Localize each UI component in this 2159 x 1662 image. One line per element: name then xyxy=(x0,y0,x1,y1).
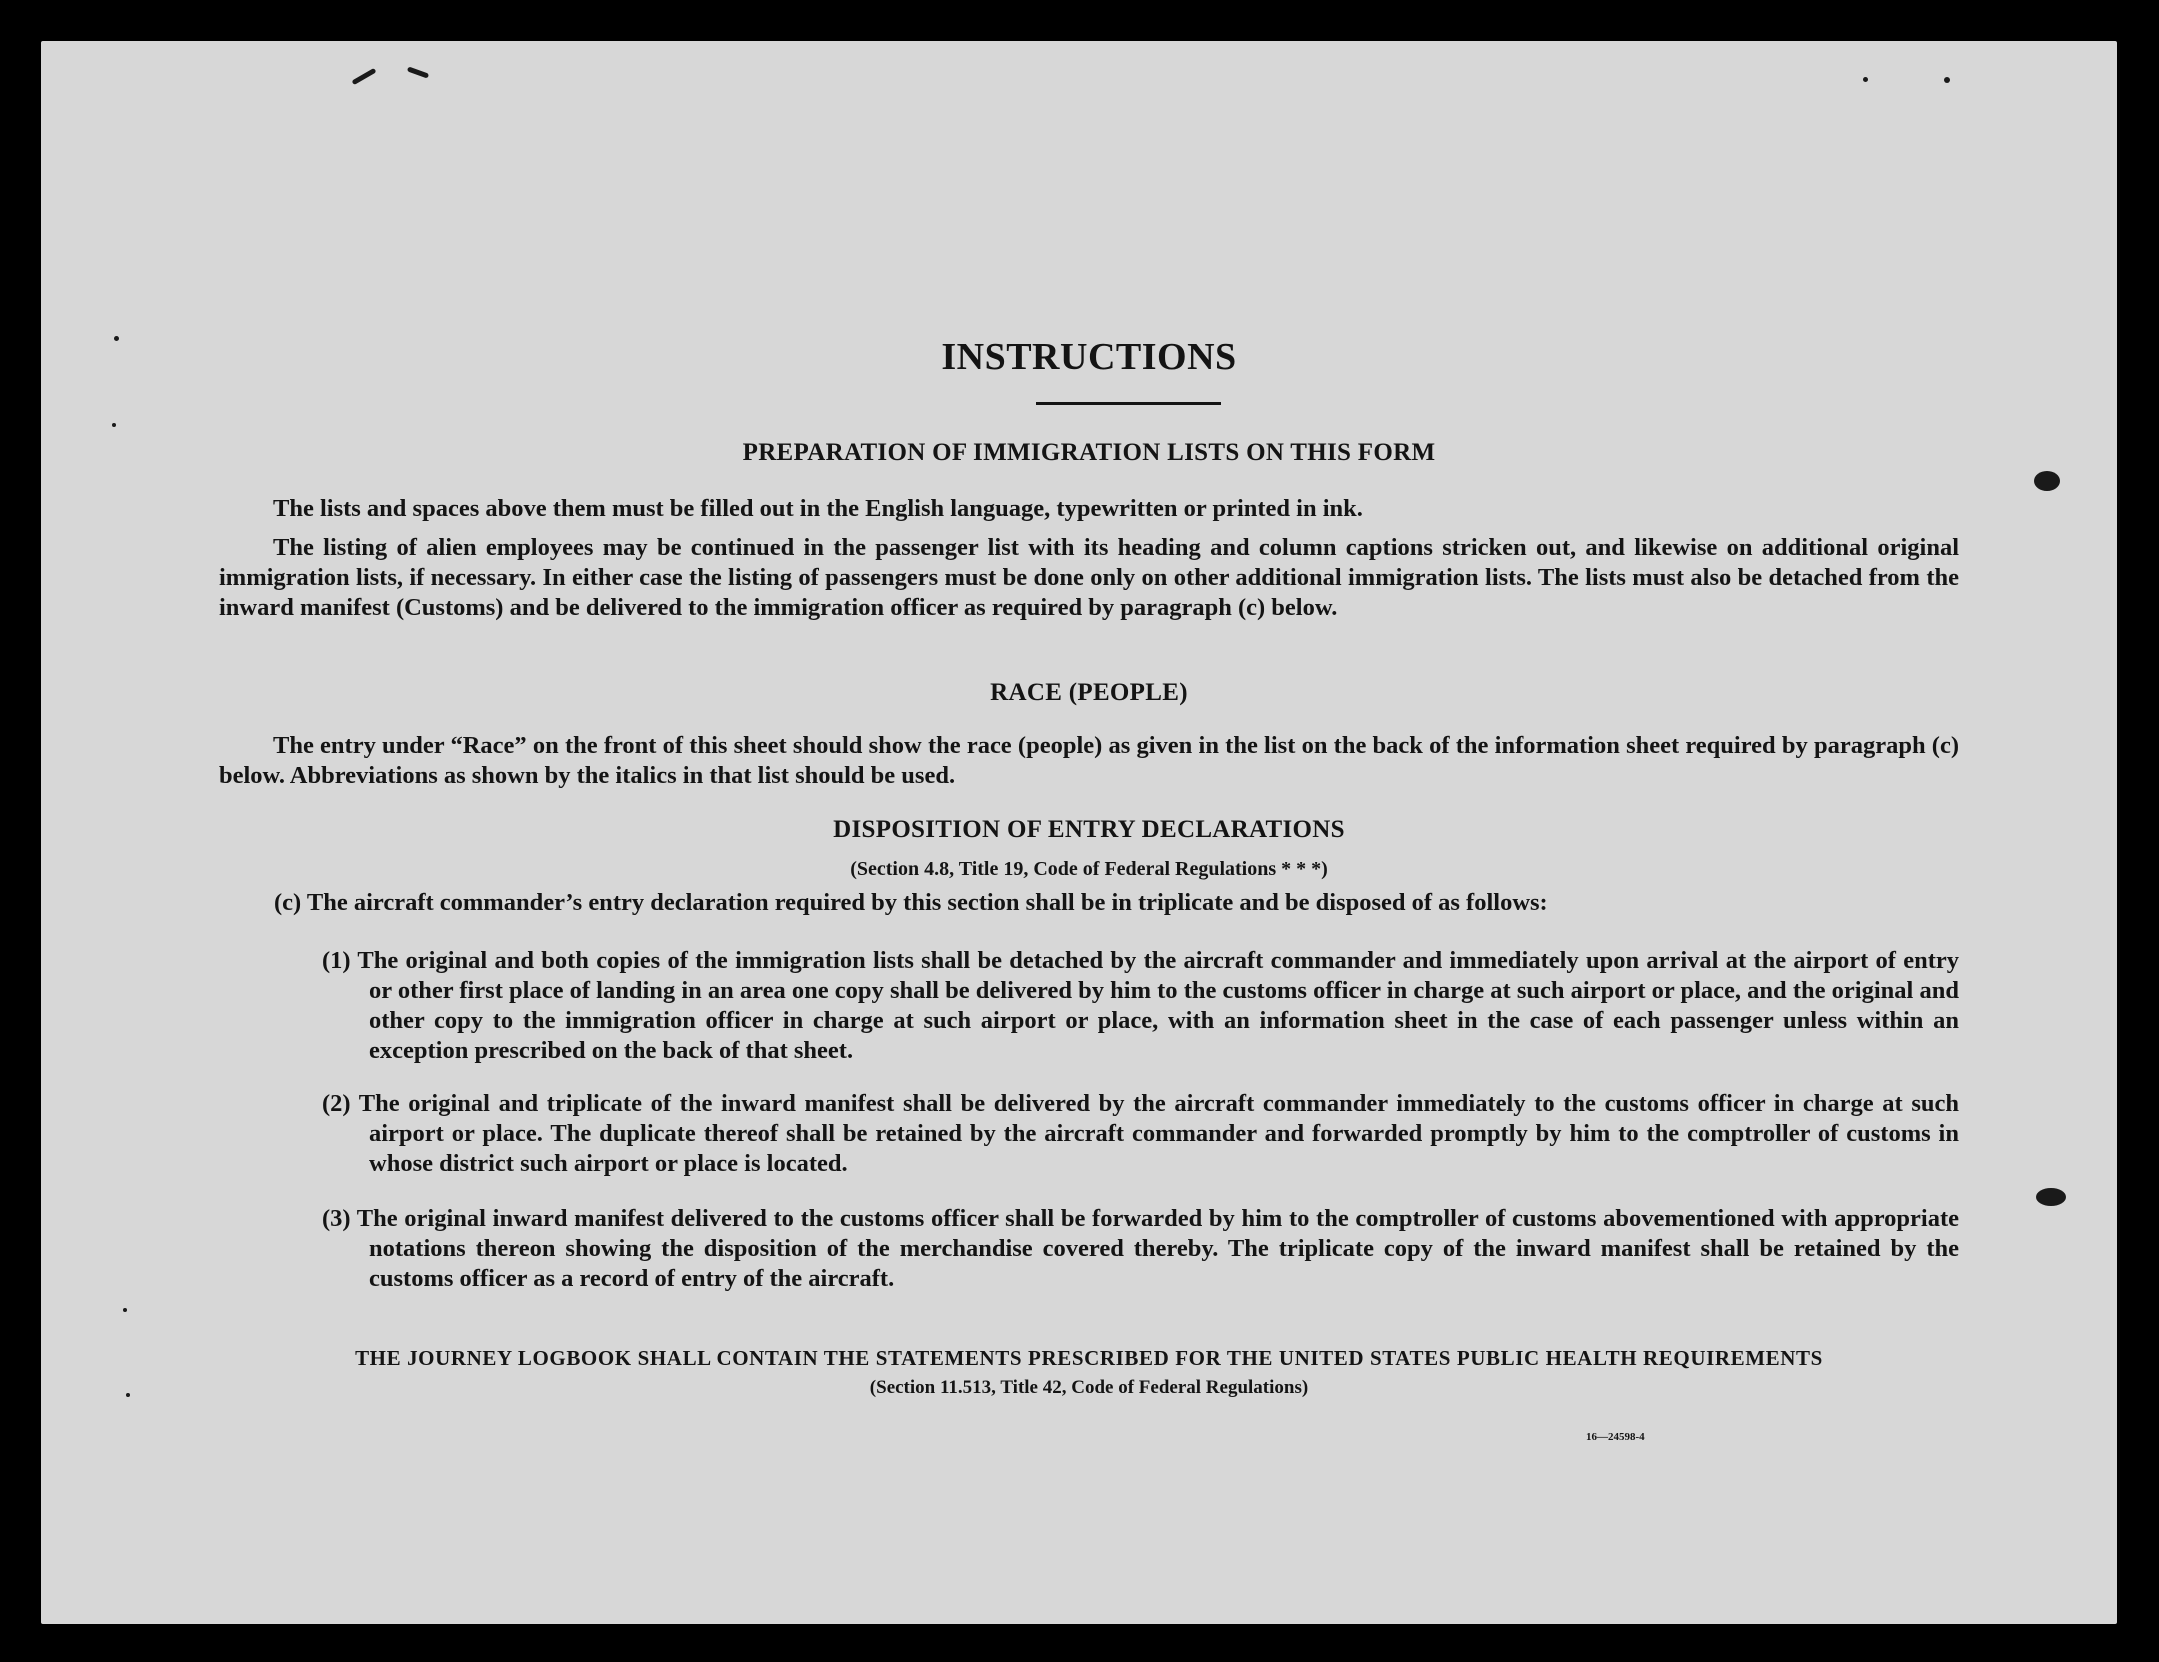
preparation-heading: PREPARATION OF IMMIGRATION LISTS ON THIS FORM xyxy=(742,439,1436,466)
race-paragraph: The entry under “Race” on the front of this sheet should show the race (people) as given in the list on the back of the information sheet required by paragraph (c) below. Abbreviations as shown by the italics in that list should be used. xyxy=(219,732,1959,789)
preparation-paragraph-1: The lists and spaces above them must be filled out in the English language, typewritten or printed in ink. xyxy=(273,495,1363,522)
title-underline xyxy=(1036,402,1221,405)
scan-mark xyxy=(2034,471,2060,491)
document-sheet xyxy=(41,41,2117,1624)
scan-mark xyxy=(123,1308,127,1312)
disposition-clause-c: (c) The aircraft commander’s entry declaration required by this section shall be in triplicate and be disposed of as follows: xyxy=(274,889,1548,916)
preparation-paragraph-2: The listing of alien employees may be continued in the passenger list with its heading and column captions stricken out, and likewise on additional original immigration lists, if necessary. In either case the listing of passengers must be done only on other additional immigration lists. The lists must also be detached from the inward manifest (Customs) and be delivered to the immigration officer as required by paragraph (c) below. xyxy=(219,534,1959,621)
disposition-item-3: (3) The original inward manifest delivered to the customs officer shall be forwarded by him to the comptroller of customs abovementioned with appropriate notations thereon showing the disposition of the merchandise covered thereby. The triplicate copy of the inward manifest shall be retained by the customs officer as a record of entry of the aircraft. xyxy=(322,1205,1959,1292)
disposition-item-2: (2) The original and triplicate of the inward manifest shall be delivered by the aircraft commander immediately to the customs officer in charge at such airport or place. The duplicate thereof shall be retained by the aircraft commander and forwarded promptly by him to the comptroller of customs in whose district such airport or place is located. xyxy=(322,1090,1959,1177)
public-health-requirement: THE JOURNEY LOGBOOK SHALL CONTAIN THE STATEMENTS PRESCRIBED FOR THE UNITED STATES PUBLIC HEALTH REQUIREMENTS xyxy=(355,1346,1823,1370)
scan-mark xyxy=(351,68,376,85)
page-title: INSTRUCTIONS xyxy=(941,336,1237,378)
race-heading: RACE (PEOPLE) xyxy=(990,679,1188,706)
disposition-item-1: (1) The original and both copies of the immigration lists shall be detached by the aircraft commander and immediately upon arrival at the airport of entry or other first place of landing in an area one copy shall be delivered by him to the customs officer in charge at such airport or place, and the original and other copy to the immigration officer in charge at such airport or place, with an information sheet in the case of each passenger unless within an exception prescribed on the back of that sheet. xyxy=(322,947,1959,1064)
disposition-heading: DISPOSITION OF ENTRY DECLARATIONS xyxy=(833,816,1345,843)
scan-mark xyxy=(1863,77,1868,82)
scan-mark xyxy=(407,66,429,78)
disposition-citation: (Section 4.8, Title 19, Code of Federal Regulations * * *) xyxy=(850,858,1328,880)
scan-mark xyxy=(1944,77,1950,83)
scan-mark xyxy=(126,1393,130,1397)
scan-mark xyxy=(114,336,119,341)
scan-mark xyxy=(112,423,116,427)
scan-mark xyxy=(2036,1188,2066,1206)
form-number: 16—24598-4 xyxy=(1586,1431,1645,1443)
public-health-citation: (Section 11.513, Title 42, Code of Federal Regulations) xyxy=(869,1377,1309,1398)
